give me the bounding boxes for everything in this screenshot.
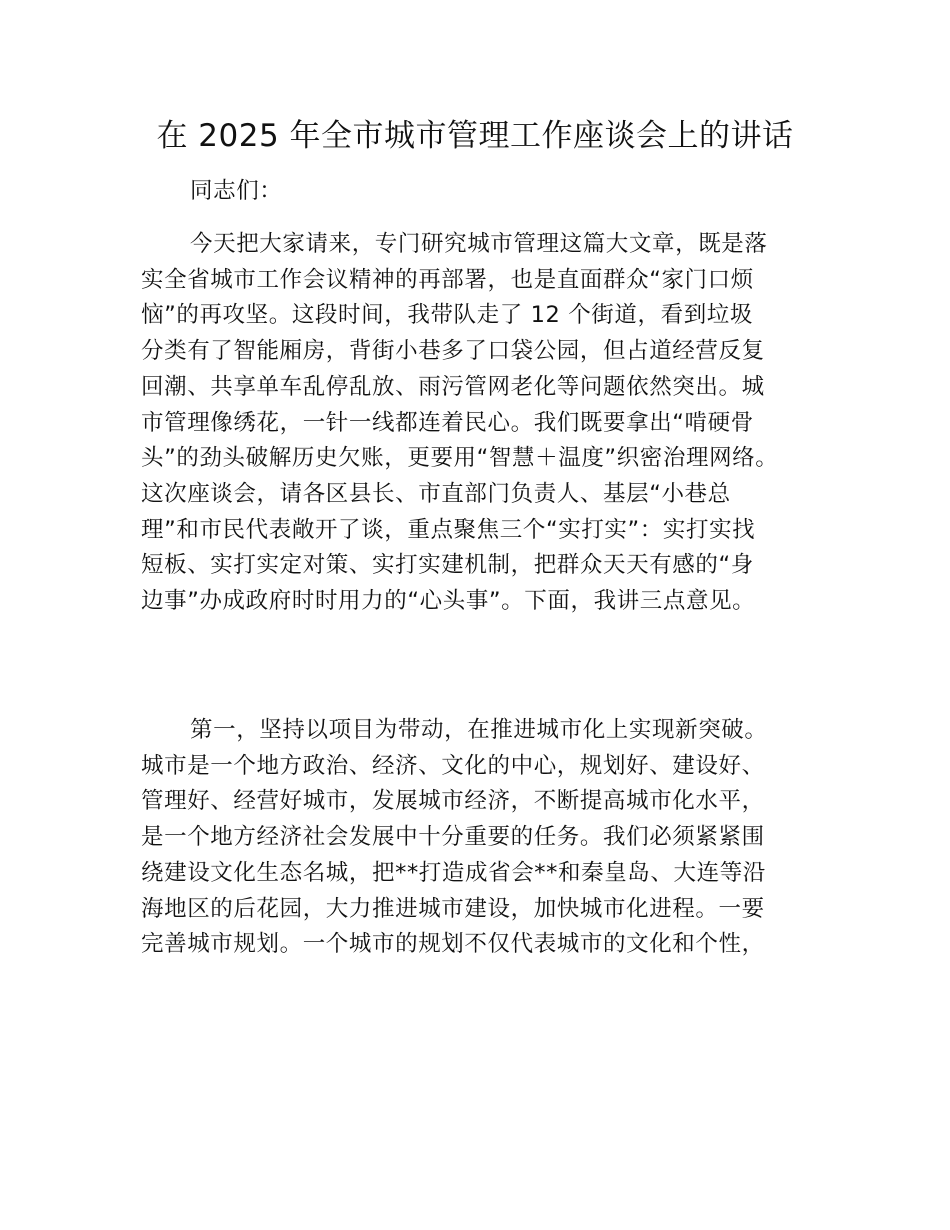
paragraph-line: 恼”的再攻坚。这段时间，我带队走了 12 个街道，看到垃圾: [141, 302, 753, 329]
paragraph-line: 实全省城市工作会议精神的再部署，也是直面群众“家门口烦: [141, 266, 754, 293]
paragraph-line: 管理好、经营好城市，发展城市经济，不断提高城市化水平，: [141, 788, 765, 815]
paragraph-line: 理”和市民代表敞开了谈，重点聚焦三个“实打实”：实打实找: [141, 516, 756, 543]
paragraph-line: 城市是一个地方政治、经济、文化的中心，规划好、建设好、: [141, 752, 765, 779]
paragraph-line: 分类有了智能厢房，背街小巷多了口袋公园，但占道经营反复: [141, 338, 765, 365]
paragraph-line: 边事”办成政府时时用力的“心头事”。下面，我讲三点意见。: [141, 588, 756, 615]
paragraph-line: 今天把大家请来，专门研究城市管理这篇大文章，既是落: [190, 231, 768, 257]
paragraph-line: 这次座谈会，请各区县长、市直部门负责人、基层“小巷总: [141, 480, 731, 507]
salutation: 同志们：: [190, 178, 283, 204]
paragraph-line: 第一，坚持以项目为带动，在推进城市化上实现新突破。: [190, 717, 768, 743]
paragraph-line: 短板、实打实定对策、实打实建机制，把群众天天有感的“身: [141, 552, 754, 579]
paragraph-line: 完善城市规划。一个城市的规划不仅代表城市的文化和个性，: [141, 931, 765, 958]
paragraph-line: 绕建设文化生态名城，把**打造成省会**和秦皇岛、大连等沿: [141, 859, 766, 886]
paragraph-line: 是一个地方经济社会发展中十分重要的任务。我们必须紧紧围: [141, 824, 765, 851]
paragraph-line: 海地区的后花园，大力推进城市建设，加快城市化进程。一要: [141, 895, 765, 922]
paragraph-1: [141, 227, 821, 620]
document-title: 在 2025 年全市城市管理工作座谈会上的讲话: [156, 118, 794, 154]
paragraph-2: [141, 713, 821, 963]
paragraph-line: 回潮、共享单车乱停乱放、雨污管网老化等问题依然突出。城: [141, 373, 765, 400]
paragraph-line: 市管理像绣花，一针一线都连着民心。我们既要拿出“啃硬骨: [141, 409, 754, 436]
paragraph-line: 头”的劲头破解历史欠账，更要用“智慧＋温度”织密治理网络。: [141, 445, 779, 472]
